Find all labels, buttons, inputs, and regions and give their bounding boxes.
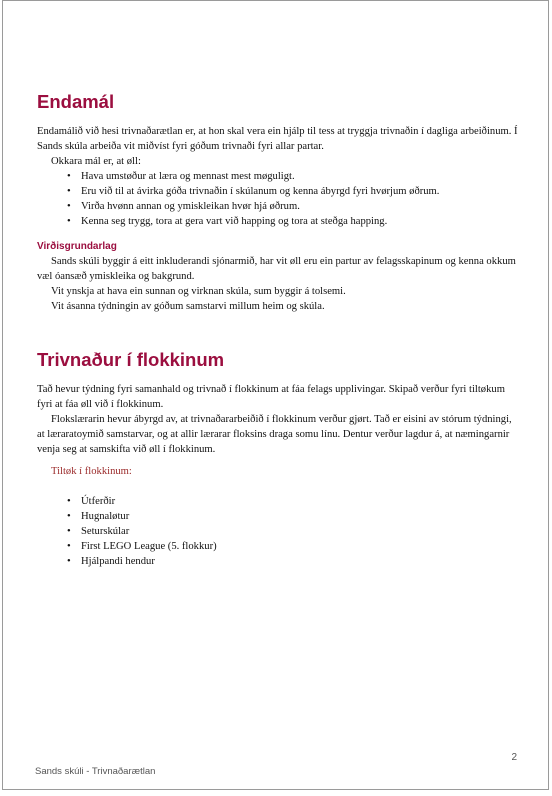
- goals-list: [37, 169, 518, 229]
- values-paragraph-1: Sands skúli byggir á eitt inkluderandi sjónarmið, har vit øll eru ein partur av felagsskapinum og kenna okkum væl óansæð ymiskleika og bakgrund.: [37, 256, 516, 282]
- list-item: • Hugnaløtur: [81, 509, 518, 524]
- page-number: 2: [511, 752, 517, 763]
- footer-document-title: Sands skúli - Trivnaðarætlan: [35, 766, 156, 777]
- section-heading-trivnadur: Trivnaður í flokkinum: [37, 349, 225, 370]
- page-content: [37, 89, 518, 569]
- values-paragraph-2: Vit ynskja at hava ein sunnan og virknan skúla, sum byggir á tolsemi.: [51, 286, 346, 297]
- list-item: • First LEGO League (5. flokkur): [81, 539, 518, 554]
- list-item: • Hava umstøður at læra og mennast mest møguligt.: [81, 169, 518, 184]
- values-paragraph-3: Vit ásanna týdningin av góðum samstarvi millum heim og skúla.: [51, 301, 325, 312]
- activities-heading: Tiltøk í flokkinum:: [51, 466, 132, 477]
- class-paragraph-1: Tað hevur týdning fyri samanhald og trivnað í flokkinum at fáa felags upplivingar. Skipað verður fyri tiltøkum fyri at fáa øll við í flokkinum.: [37, 384, 505, 410]
- subheading-virdisgrundarlag: Virðisgrundarlag: [37, 241, 117, 252]
- list-item: • Útferðir: [81, 494, 518, 509]
- list-item: • Eru við til at ávirka góða trivnaðin í skúlanum og kenna ábyrgd fyri hvørjum øðrum.: [81, 184, 518, 199]
- activities-list: [37, 494, 518, 569]
- list-item: • Virða hvønn annan og ymiskleikan hvør hjá øðrum.: [81, 199, 518, 214]
- class-paragraph-2: Flokslærarin hevur ábyrgd av, at trivnaðararbeiðið í flokkinum verður gjørt. Tað er eisini av stórum týdningi, at læraratoymið samstarvar, og at allir lærarar floksins draga somu línu. Dentur verður lagdur á, at næmingarnir venja seg at samskifta við øll í flokkinum.: [37, 414, 512, 455]
- goals-lead: Okkara mál er, at øll:: [51, 156, 141, 167]
- document-page: [2, 0, 549, 790]
- intro-paragraph: Endamálið við hesi trivnaðarætlan er, at hon skal vera ein hjálp til tess at tryggja trivnaðin í dagliga arbeiðinum. Í Sands skúla arbeiða vit miðvíst fyri góðum trivnaði fyri allar partar.: [37, 126, 518, 152]
- list-item: • Kenna seg trygg, tora at gera vart við happing og tora at steðga happing.: [81, 214, 518, 229]
- section-heading-endamal: Endamál: [37, 91, 115, 112]
- list-item: • Hjálpandi hendur: [81, 554, 518, 569]
- list-item: • Seturskúlar: [81, 524, 518, 539]
